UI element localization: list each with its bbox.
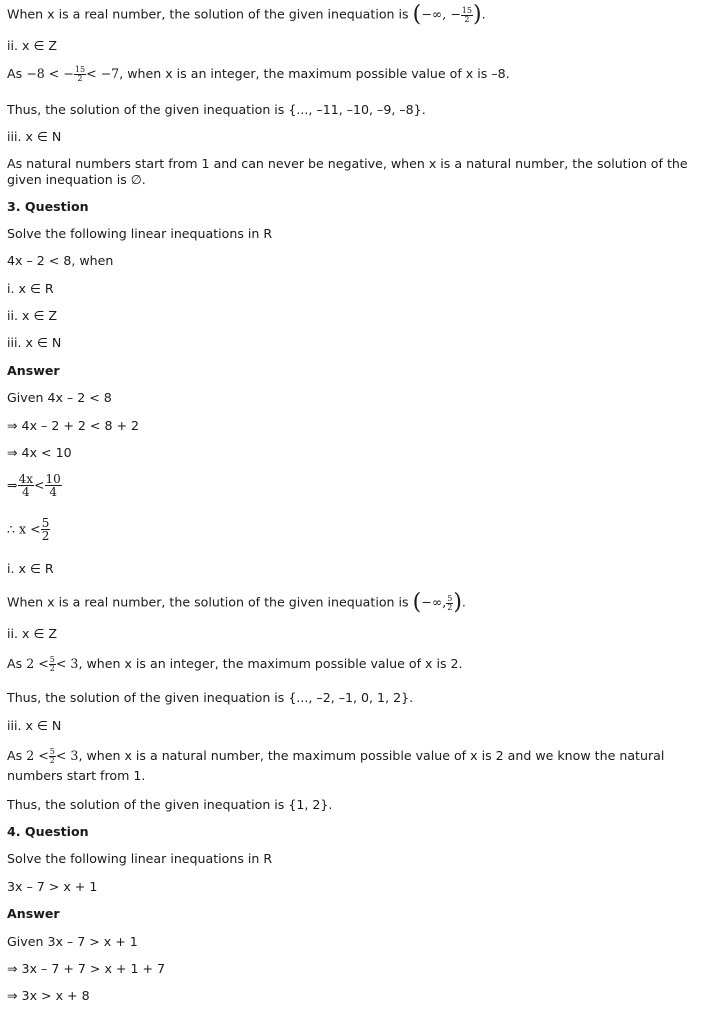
text: When x is a real number, the solution of the given inequation is — [7, 594, 413, 610]
denominator: 2 — [74, 74, 86, 83]
line-interval-real-q3 — [7, 592, 466, 614]
math: < −7 — [86, 66, 120, 81]
denominator: 2 — [447, 602, 453, 612]
subpart-ii-label: ii. x ∈ Z — [7, 308, 58, 323]
question-prompt-3: Solve the following linear inequations in R — [7, 226, 273, 241]
numerator: 5 — [41, 516, 50, 530]
denominator: 2 — [461, 15, 473, 24]
subpart-iii-label: iii. x ∈ N — [7, 718, 62, 733]
subpart-ii-label: ii. x ∈ Z — [7, 626, 58, 641]
subpart-ii-label: ii. x ∈ Z — [7, 38, 58, 53]
period: . — [481, 6, 486, 22]
numerator: 5 — [447, 593, 453, 603]
fraction — [49, 748, 56, 765]
subpart-i-label: i. x ∈ R — [7, 281, 54, 296]
line-integer-bound-q2 — [7, 66, 510, 83]
line-interval-real-q2 — [7, 4, 486, 26]
right-paren: ) — [453, 590, 462, 615]
text: When x is a real number, the solution of the given inequation is — [7, 6, 413, 22]
interval-expression — [413, 592, 462, 614]
line-integer-bound-q3 — [7, 656, 463, 673]
interval-expression — [413, 4, 482, 26]
numerator: 10 — [45, 472, 61, 486]
inequation-4: 3x – 7 > x + 1 — [7, 879, 98, 894]
line-natural-bound-q3 — [7, 748, 664, 765]
numerator: 15 — [461, 5, 472, 15]
period: . — [461, 594, 466, 610]
left-paren: ( — [412, 590, 422, 615]
step-given-4: Given 3x – 7 > x + 1 — [7, 934, 138, 949]
text: , when x is a natural number, the maximum possible value of x is 2 and we know the natural — [78, 748, 665, 763]
fraction-right — [45, 473, 62, 498]
inequation-3: 4x – 2 < 8, when — [7, 253, 114, 268]
therefore-text: ∴ x < — [7, 521, 41, 537]
denominator: 2 — [49, 756, 55, 765]
solution-integer-q2: Thus, the solution of the given inequation is {..., –11, –10, –9, –8}. — [7, 102, 426, 117]
right-paren: ) — [472, 2, 482, 27]
subpart-iii-label: iii. x ∈ N — [7, 129, 62, 144]
interval-start: −∞, — [421, 594, 447, 610]
subpart-i-label: i. x ∈ R — [7, 561, 54, 576]
subpart-iii-label: iii. x ∈ N — [7, 335, 62, 350]
step-divide — [7, 473, 62, 498]
denominator: 2 — [49, 664, 55, 673]
answer-heading-3: Answer — [7, 363, 60, 378]
denominator: 4 — [18, 485, 34, 498]
numerator: 5 — [49, 655, 55, 664]
math: 2 < — [26, 656, 49, 671]
fraction — [49, 656, 56, 673]
paragraph-natural-continuation: numbers start from 1. — [7, 768, 146, 783]
text: As — [7, 748, 27, 763]
question-heading-3: 3. Question — [7, 199, 89, 214]
less-than: < — [33, 477, 45, 493]
math: 2 < — [26, 748, 49, 763]
text: , when x is an integer, the maximum possible value of x is –8. — [119, 66, 510, 81]
paragraph-natural-line2: given inequation is ∅. — [7, 172, 146, 187]
numerator: 15 — [74, 65, 86, 74]
text: , when x is an integer, the maximum possible value of x is 2. — [78, 656, 463, 671]
step-add-seven: ⇒ 3x – 7 + 7 > x + 1 + 7 — [7, 961, 166, 976]
question-heading-4: 4. Question — [7, 824, 89, 839]
math: −8 < − — [26, 66, 74, 81]
solution-integer-q3: Thus, the solution of the given inequation is {..., –2, –1, 0, 1, 2}. — [7, 690, 414, 705]
implies-arrow: ⇒ — [7, 477, 18, 493]
left-paren: ( — [412, 2, 422, 27]
fraction-left — [18, 473, 34, 498]
interval-start: −∞, − — [421, 6, 461, 22]
text: As — [7, 656, 27, 671]
step-simplify: ⇒ 4x < 10 — [7, 445, 72, 460]
fraction — [74, 66, 86, 83]
step-therefore — [7, 517, 50, 542]
question-prompt-4: Solve the following linear inequations in R — [7, 851, 273, 866]
fraction — [41, 517, 51, 542]
math: < 3 — [55, 656, 79, 671]
step-simplify-4: ⇒ 3x > x + 8 — [7, 988, 90, 1003]
fraction — [461, 7, 473, 24]
paragraph-natural-line1: As natural numbers start from 1 and can never be negative, when x is a natural number, the solution of the — [7, 156, 688, 171]
step-add-two: ⇒ 4x – 2 + 2 < 8 + 2 — [7, 418, 140, 433]
numerator: 5 — [49, 747, 55, 756]
numerator: 4x — [18, 472, 33, 486]
solution-natural-q3: Thus, the solution of the given inequation is {1, 2}. — [7, 797, 333, 812]
answer-heading-4: Answer — [7, 906, 60, 921]
step-given: Given 4x – 2 < 8 — [7, 390, 112, 405]
denominator: 4 — [45, 485, 62, 498]
text: As — [7, 66, 27, 81]
denominator: 2 — [41, 529, 50, 543]
math: < 3 — [55, 748, 79, 763]
